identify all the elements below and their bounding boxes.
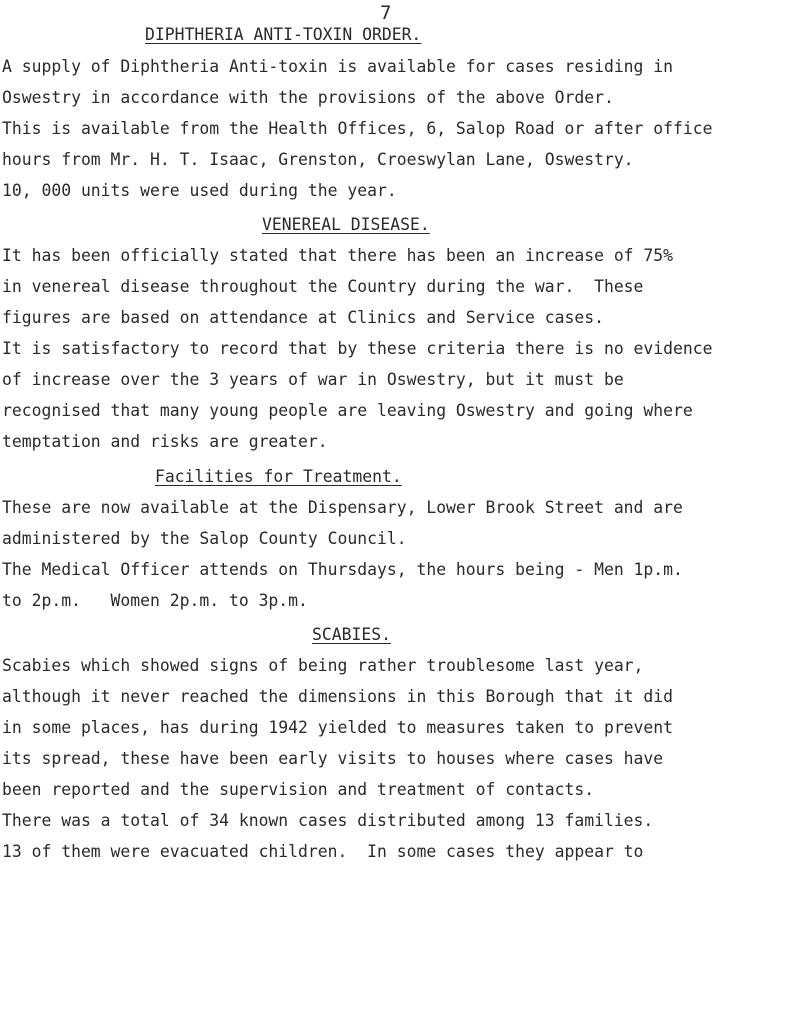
paragraph-line: This is available from the Health Offices, 6, Salop Road or after office xyxy=(2,119,713,138)
paragraph-line: of increase over the 3 years of war in Oswestry, but it must be xyxy=(2,370,624,389)
heading-venereal-disease: VENEREAL DISEASE. xyxy=(262,215,430,234)
paragraph-line: its spread, these have been early visits to houses where cases have xyxy=(2,749,664,768)
paragraph-line: recognised that many young people are leaving Oswestry and going where xyxy=(2,401,693,420)
paragraph-line: in venereal disease throughout the Country during the war. These xyxy=(2,277,644,296)
paragraph-line: 10, 000 units were used during the year. xyxy=(2,181,397,200)
paragraph-line: 13 of them were evacuated children. In some cases they appear to xyxy=(2,842,644,861)
page-number: 7 xyxy=(380,2,392,24)
paragraph-line: Scabies which showed signs of being rather troublesome last year, xyxy=(2,656,644,675)
paragraph-line: administered by the Salop County Council. xyxy=(2,529,407,548)
heading-scabies: SCABIES. xyxy=(312,625,391,644)
heading-diphtheria-antitoxin-order: DIPHTHERIA ANTI-TOXIN ORDER. xyxy=(145,25,422,44)
paragraph-line: to 2p.m. Women 2p.m. to 3p.m. xyxy=(2,591,308,610)
paragraph-line: in some places, has during 1942 yielded to measures taken to prevent xyxy=(2,718,674,737)
paragraph-line: temptation and risks are greater. xyxy=(2,432,328,451)
paragraph-line: The Medical Officer attends on Thursdays, the hours being - Men 1p.m. xyxy=(2,560,683,579)
heading-facilities-for-treatment: Facilities for Treatment. xyxy=(155,467,402,486)
paragraph-line: hours from Mr. H. T. Isaac, Grenston, Croeswylan Lane, Oswestry. xyxy=(2,150,634,169)
paragraph-line: been reported and the supervision and treatment of contacts. xyxy=(2,780,595,799)
paragraph-line: Oswestry in accordance with the provisions of the above Order. xyxy=(2,88,614,107)
paragraph-line: There was a total of 34 known cases distributed among 13 families. xyxy=(2,811,654,830)
paragraph-line: figures are based on attendance at Clinics and Service cases. xyxy=(2,308,604,327)
paragraph-line: It is satisfactory to record that by these criteria there is no evidence xyxy=(2,339,713,358)
paragraph-line: These are now available at the Dispensary, Lower Brook Street and are xyxy=(2,498,683,517)
paragraph-line: A supply of Diphtheria Anti-toxin is available for cases residing in xyxy=(2,57,674,76)
paragraph-line: It has been officially stated that there has been an increase of 75% xyxy=(2,246,674,265)
paragraph-line: although it never reached the dimensions in this Borough that it did xyxy=(2,687,674,706)
